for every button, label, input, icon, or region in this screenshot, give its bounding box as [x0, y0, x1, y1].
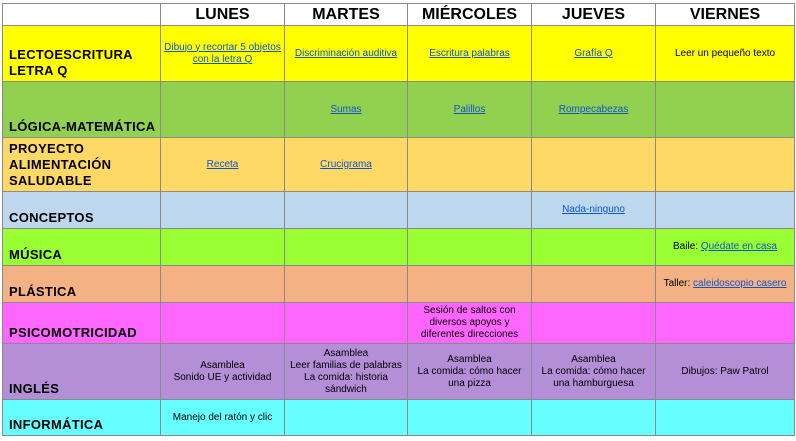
- activity-text: Dibujos: Paw Patrol: [681, 365, 769, 377]
- activity-link[interactable]: Escritura palabras: [429, 47, 510, 59]
- activity-cell-martes: [285, 344, 408, 400]
- activity-cell-jueves: [532, 400, 656, 436]
- activity-link[interactable]: caleidoscopio casero: [693, 278, 787, 289]
- activity-cell-jueves: [532, 266, 656, 303]
- activity-text: Leer familias de palabras: [290, 359, 402, 371]
- activity-cell-miercoles: [408, 82, 532, 138]
- activity-cell-viernes: [656, 344, 795, 400]
- activity-cell-martes: [285, 192, 408, 229]
- activity-cell-miercoles: [408, 344, 532, 400]
- schedule-row: [3, 229, 795, 266]
- activity-cell-martes: [285, 138, 408, 192]
- subject-label: LÓGICA-MATEMÁTICA: [3, 82, 161, 138]
- activity-cell-miercoles: [408, 266, 532, 303]
- activity-cell-lunes: [161, 344, 285, 400]
- schedule-row: [3, 26, 795, 82]
- activity-text: Asamblea: [323, 347, 369, 359]
- activity-cell-jueves: [532, 138, 656, 192]
- day-header-viernes: VIERNES: [656, 4, 795, 26]
- activity-text: La comida: cómo hacer una hamburguesa: [541, 365, 646, 389]
- schedule-row: [3, 82, 795, 138]
- activity-cell-lunes: [161, 303, 285, 344]
- activity-text: Asamblea: [447, 353, 492, 365]
- activity-cell-jueves: [532, 26, 656, 82]
- day-header-miercoles: MIÉRCOLES: [408, 4, 532, 26]
- subject-label: INFORMÁTICA: [3, 400, 161, 436]
- subject-label: PSICOMOTRICIDAD: [3, 303, 161, 344]
- activity-cell-viernes: [656, 229, 795, 266]
- activity-cell-lunes: [161, 138, 285, 192]
- activity-cell-jueves: [532, 303, 656, 344]
- activity-cell-martes: [285, 82, 408, 138]
- activity-link[interactable]: Receta: [206, 158, 239, 170]
- activity-cell-lunes: [161, 26, 285, 82]
- activity-cell-miercoles: [408, 229, 532, 266]
- activity-cell-jueves: [532, 229, 656, 266]
- schedule-row: [3, 192, 795, 229]
- activity-cell-jueves: [532, 344, 656, 400]
- activity-cell-lunes: [161, 192, 285, 229]
- activity-cell-miercoles: [408, 138, 532, 192]
- activity-link[interactable]: Rompecabezas: [558, 103, 629, 115]
- activity-cell-viernes: [656, 400, 795, 436]
- subject-label: PLÁSTICA: [3, 266, 161, 303]
- activity-link[interactable]: Dibujo y recortar 5 objetos con la letra Q: [164, 41, 281, 65]
- subject-label: INGLÉS: [3, 344, 161, 400]
- activity-link[interactable]: Quédate en casa: [700, 241, 777, 252]
- activity-cell-lunes: [161, 82, 285, 138]
- activity-cell-martes: [285, 400, 408, 436]
- activity-cell-miercoles: [408, 192, 532, 229]
- schedule-row: [3, 400, 795, 436]
- schedule-row: [3, 266, 795, 303]
- activity-link[interactable]: Crucigrama: [320, 158, 372, 170]
- activity-cell-viernes: [656, 192, 795, 229]
- subject-label: PROYECTO ALIMENTACIÓN SALUDABLE: [3, 138, 161, 192]
- corner-cell: [3, 4, 161, 26]
- activity-text: Asamblea: [571, 353, 616, 365]
- activity-link[interactable]: Grafía Q: [574, 47, 613, 59]
- activity-text: La comida: cómo hacer una pizza: [417, 365, 522, 389]
- schedule-row: [3, 138, 795, 192]
- activity-cell-lunes: [161, 229, 285, 266]
- activity-link[interactable]: Nada-ninguno: [562, 204, 625, 215]
- schedule-row: [3, 303, 795, 344]
- activity-cell-martes: [285, 26, 408, 82]
- activity-text: La comida: historia sándwich: [304, 371, 388, 395]
- activity-cell-miercoles: [408, 303, 532, 344]
- schedule-row: [3, 344, 795, 400]
- activity-text: Sesión de saltos con diversos apoyos y diferentes direcciones: [420, 305, 519, 340]
- activity-cell-martes: [285, 303, 408, 344]
- day-header-lunes: LUNES: [161, 4, 285, 26]
- activity-text: Sonido UE y actividad: [173, 371, 272, 383]
- subject-label: MÚSICA: [3, 229, 161, 266]
- activity-text: Baile:: [673, 241, 701, 252]
- day-header-martes: MARTES: [285, 4, 408, 26]
- activity-cell-martes: [285, 266, 408, 303]
- schedule-table: [2, 3, 795, 436]
- activity-cell-viernes: [656, 82, 795, 138]
- subject-label: CONCEPTOS: [3, 192, 161, 229]
- day-header-jueves: JUEVES: [532, 4, 656, 26]
- activity-cell-lunes: [161, 400, 285, 436]
- activity-cell-jueves: [532, 82, 656, 138]
- activity-text: Taller:: [663, 278, 694, 289]
- activity-cell-viernes: [656, 266, 795, 303]
- activity-cell-miercoles: [408, 400, 532, 436]
- activity-text: Asamblea: [200, 359, 245, 371]
- activity-cell-lunes: [161, 266, 285, 303]
- activity-cell-miercoles: [408, 26, 532, 82]
- activity-cell-viernes: [656, 303, 795, 344]
- header-row: [3, 4, 795, 26]
- activity-text: Leer un pequeño texto: [674, 47, 776, 59]
- activity-link[interactable]: Palillos: [453, 103, 486, 115]
- activity-cell-viernes: [656, 26, 795, 82]
- activity-link[interactable]: Sumas: [330, 103, 362, 115]
- subject-label: LECTOESCRITURA LETRA Q: [3, 26, 161, 82]
- activity-text: Manejo del ratón y clic: [172, 411, 273, 423]
- activity-cell-martes: [285, 229, 408, 266]
- activity-cell-jueves: [532, 192, 656, 229]
- activity-cell-viernes: [656, 138, 795, 192]
- activity-link[interactable]: Discriminación auditiva: [294, 47, 398, 59]
